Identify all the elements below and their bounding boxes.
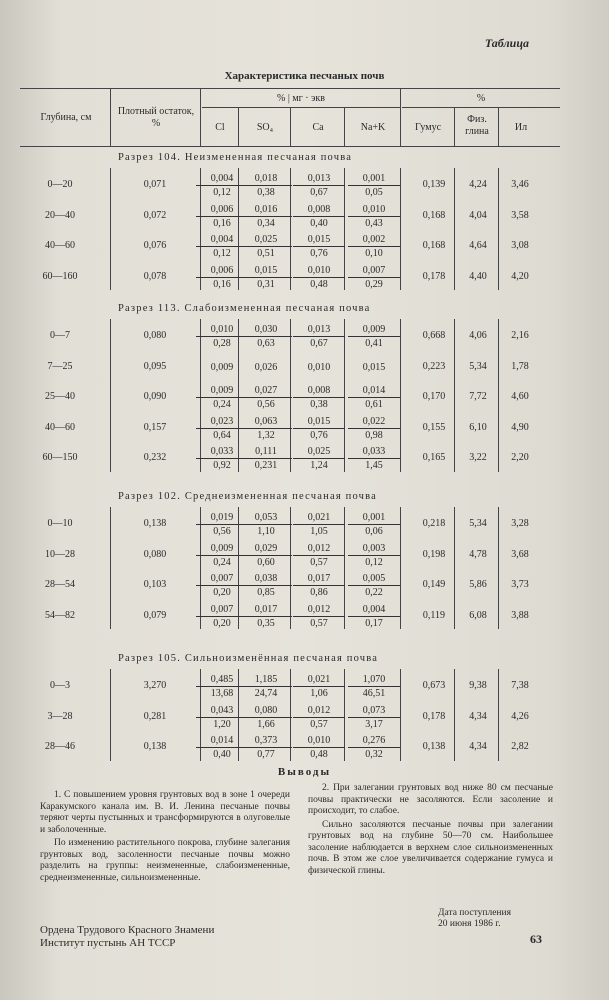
table-row [0,671,609,701]
section-title: Разрез 104. Неизмененная песчаная почва [118,152,353,163]
ca-meq: 0,57 [310,617,328,629]
ca-percent: 0,008 [293,203,345,217]
so4-cell [240,511,292,538]
header-residue: Плотный остаток, % [117,106,195,129]
so4-meq: 0,34 [257,217,275,229]
so4-percent: 0,025 [240,233,292,247]
nak-cell [348,572,400,599]
footer-line-2: Институт пустынь АН ТССР [40,937,176,949]
humus-cell: 0,198 [422,548,446,560]
table-row [0,201,609,231]
so4-cell [240,361,292,374]
nak-meq: 1,45 [365,460,383,471]
header-nak: Na+K [360,122,386,133]
table-row [0,601,609,631]
nak-meq: 0,29 [365,278,383,290]
so4-cell [240,572,292,599]
header-so4: SO₄ [256,122,274,133]
nak-percent: 0,003 [348,542,400,556]
cl-percent: 0,019 [196,511,248,525]
depth-cell: 10—28 [45,548,75,560]
il-cell: 4,90 [511,421,529,433]
ca-cell [293,384,345,411]
ca-percent: 0,012 [293,704,345,718]
depth-cell: 0—7 [50,330,70,341]
residue-cell: 0,090 [143,391,167,402]
nak-meq: 0,05 [365,187,383,198]
residue-cell: 0,072 [143,209,167,221]
table-row [0,540,609,570]
humus-cell: 0,138 [422,741,446,752]
cl-meq: 0,40 [213,749,231,760]
header-cl: Cl [215,122,225,133]
so4-percent: 0,029 [240,542,292,556]
il-cell: 2,16 [511,330,529,341]
ca-meq: 1,05 [310,526,328,537]
nak-meq: 0,10 [365,248,383,259]
residue-cell: 0,071 [143,179,167,190]
so4-cell [240,384,292,411]
table-row [0,382,609,412]
so4-percent: 0,080 [240,704,292,718]
cl-percent: 0,007 [196,603,248,617]
residue-cell: 0,078 [143,270,167,282]
phys-clay-cell: 4,34 [469,710,487,722]
cl-percent: 0,010 [196,323,248,337]
so4-percent: 0,038 [240,572,292,586]
section-title: Разрез 102. Среднеизмененная песчаная почва [118,491,378,502]
nak-meq: 0,17 [365,617,383,629]
il-cell: 4,60 [511,391,529,402]
nak-percent: 0,022 [348,415,400,429]
ca-cell [293,415,345,442]
cl-meq: 0,24 [213,556,231,568]
depth-cell: 0—20 [47,179,73,190]
so4-cell [240,203,292,230]
cl-percent: 0,485 [196,673,248,687]
nak-cell [348,704,400,731]
residue-cell: 0,076 [143,240,167,251]
so4-percent: 0,053 [240,511,292,525]
header-meq-group: % | мг · экв [277,93,325,104]
so4-meq: 0,85 [257,587,275,598]
so4-percent: 0,027 [240,384,292,398]
ca-cell [293,542,345,569]
residue-cell: 0,281 [143,710,167,722]
ca-percent: 0,025 [293,445,345,459]
cl-meq: 13,68 [210,688,234,699]
humus-cell: 0,178 [422,710,446,722]
depth-cell: 28—46 [45,741,75,752]
table-row [0,509,609,539]
so4-percent: 0,017 [240,603,292,617]
cl-meq: 0,12 [213,248,231,259]
cl-percent: 0,006 [196,203,248,217]
so4-percent: 0,015 [240,264,292,278]
nak-meq: 0,12 [365,556,383,568]
nak-meq: 0,41 [365,338,383,349]
cl-meq: 0,64 [213,429,231,441]
right-paragraph-1: 2. При залегании грунтовых вод ниже 80 см песчаные почвы практически не засоляются. Если засоление и происходит, то слабое. [308,783,553,816]
section-title: Разрез 113. Слабоизмененная песчаная почва [118,303,371,314]
ca-cell [293,511,345,538]
nak-percent: 0,001 [348,172,400,186]
table-label: Таблица [484,36,529,50]
ca-cell [293,172,345,199]
il-cell: 3,68 [511,548,529,560]
so4-cell [240,172,292,199]
cl-meq: 0,16 [213,278,231,290]
ca-percent: 0,021 [293,673,345,687]
il-cell: 7,38 [511,680,529,691]
cl-percent: 0,009 [196,384,248,398]
il-cell: 3,88 [511,609,529,621]
phys-clay-cell: 4,24 [469,179,487,190]
nak-meq: 0,61 [365,399,383,410]
ca-percent: 0,015 [293,233,345,247]
phys-clay-cell: 4,64 [469,240,487,251]
phys-clay-cell: 7,72 [469,391,487,402]
so4-percent: 0,030 [240,323,292,337]
cl-percent: 0,004 [196,172,248,186]
humus-cell: 0,668 [422,330,446,341]
nak-cell [348,603,400,630]
depth-cell: 20—40 [45,209,75,221]
humus-cell: 0,149 [422,579,446,590]
ca-meq: 0,48 [310,749,328,760]
residue-cell: 0,080 [143,330,167,341]
ca-meq: 0,48 [310,278,328,290]
cl-meq: 1,20 [213,718,231,730]
residue-cell: 0,103 [143,579,167,590]
so4-meq: 1,10 [257,526,275,537]
header-il: Ил [514,122,528,133]
right-column [308,783,553,879]
so4-cell [240,445,292,472]
phys-clay-cell: 3,22 [469,452,487,463]
cl-meq: 0,92 [213,460,231,471]
cl-meq: 0,16 [213,217,231,229]
humus-cell: 0,168 [422,240,446,251]
nak-percent: 0,002 [348,233,400,247]
humus-cell: 0,170 [422,391,446,402]
depth-cell: 3—28 [47,710,73,722]
header-ca: Ca [312,122,324,133]
nak-meq: 0,32 [365,749,383,760]
table-row [0,413,609,443]
il-cell: 3,46 [511,179,529,190]
humus-cell: 0,168 [422,209,446,221]
il-cell: 1,78 [511,360,529,372]
table-row [0,231,609,261]
nak-percent: 1,070 [348,673,400,687]
so4-meq: 0,38 [257,187,275,198]
nak-percent: 0,007 [348,264,400,278]
humus-cell: 0,218 [422,518,446,529]
so4-cell [240,603,292,630]
humus-cell: 0,223 [422,360,446,372]
so4-meq: 0,56 [257,399,275,410]
so4-percent: 0,373 [240,734,292,748]
il-cell: 3,08 [511,240,529,251]
footer-institution [40,924,214,950]
received-date [438,908,511,930]
ca-meq: 0,57 [310,718,328,730]
humus-cell: 0,155 [422,421,446,433]
left-paragraph-1: 1. С повышением уровня грунтовых вод в зоне 1 очереди Каракумского канала им. В. И. Ленина песчаные почвы теряют черты пустынных и трансформируются в олуговелые и заболоченные. [40,790,290,835]
ca-cell [293,233,345,260]
phys-clay-cell: 5,34 [469,518,487,529]
so4-percent: 1,185 [240,673,292,687]
nak-meq: 46,51 [362,688,386,699]
header-pct-group: % [476,93,486,104]
il-cell: 4,20 [511,270,529,282]
so4-cell [240,673,292,700]
cl-percent: 0,033 [196,445,248,459]
depth-cell: 0—3 [50,680,70,691]
nak-percent: 0,276 [348,734,400,748]
ca-meq: 0,38 [310,399,328,410]
il-cell: 3,58 [511,209,529,221]
humus-cell: 0,119 [422,609,446,621]
so4-meq: 1,66 [257,718,275,730]
so4-cell [240,704,292,731]
left-paragraph-2: По изменению растительного покрова, глубине залегания грунтовых вод, засоленности песчаные почвы можно разделить на группы: неизмененные, слабоизмененные, среднеизмененные, сильноизмененные. [40,838,290,883]
nak-percent: 0,010 [348,203,400,217]
cl-percent: 0,009 [210,361,234,373]
nak-cell [348,673,400,700]
nak-cell [348,511,400,538]
so4-cell [240,542,292,569]
so4-cell [240,233,292,260]
phys-clay-cell: 4,04 [469,209,487,221]
so4-percent: 0,063 [240,415,292,429]
cl-meq: 0,24 [213,399,231,410]
il-cell: 4,26 [511,710,529,722]
header-phys-clay: Физ. глина [465,114,489,137]
phys-clay-cell: 5,86 [469,579,487,590]
ca-cell [293,445,345,472]
humus-cell: 0,673 [422,680,446,691]
depth-cell: 28—54 [45,579,75,590]
so4-meq: 0,60 [257,556,275,568]
ca-meq: 0,57 [310,556,328,568]
ca-meq: 0,40 [310,217,328,229]
ca-percent: 0,008 [293,384,345,398]
so4-meq: 1,32 [257,429,275,441]
residue-cell: 0,232 [143,452,167,463]
so4-meq: 0,63 [257,338,275,349]
depth-cell: 60—150 [42,452,78,463]
ca-cell [293,734,345,761]
residue-cell: 0,079 [143,609,167,621]
nak-cell [348,415,400,442]
table-row [0,732,609,762]
so4-percent: 0,026 [254,361,278,373]
ca-meq: 0,67 [310,338,328,349]
nak-cell [348,323,400,350]
residue-cell: 0,138 [143,518,167,529]
cl-percent: 0,043 [196,704,248,718]
ca-meq: 0,67 [310,187,328,198]
ca-cell [293,361,345,374]
ca-meq: 0,86 [310,587,328,598]
so4-meq: 0,231 [254,460,278,471]
ca-percent: 0,017 [293,572,345,586]
ca-percent: 0,010 [293,264,345,278]
ca-meq: 0,76 [310,429,328,441]
so4-cell [240,323,292,350]
il-cell: 2,20 [511,452,529,463]
nak-percent: 0,033 [348,445,400,459]
so4-cell [240,734,292,761]
depth-cell: 25—40 [45,391,75,402]
nak-percent: 0,014 [348,384,400,398]
phys-clay-cell: 4,78 [469,548,487,560]
humus-cell: 0,178 [422,270,446,282]
so4-percent: 0,018 [240,172,292,186]
residue-cell: 0,080 [143,548,167,560]
so4-meq: 0,31 [257,278,275,290]
header-humus: Гумус [414,122,442,133]
cl-meq: 0,20 [213,587,231,598]
cl-percent: 0,006 [196,264,248,278]
so4-meq: 0,35 [257,617,275,629]
ca-meq: 0,76 [310,248,328,259]
residue-cell: 0,157 [143,421,167,433]
cl-percent: 0,023 [196,415,248,429]
so4-meq: 0,51 [257,248,275,259]
cl-meq: 0,28 [213,338,231,349]
nak-cell [348,172,400,199]
so4-cell [240,415,292,442]
phys-clay-cell: 6,08 [469,609,487,621]
nak-meq: 0,22 [365,587,383,598]
depth-cell: 0—10 [47,518,73,529]
humus-cell: 0,165 [422,452,446,463]
nak-cell [348,734,400,761]
table-row [0,702,609,732]
ca-cell [293,704,345,731]
cl-meq: 0,12 [213,187,231,198]
ca-percent: 0,012 [293,542,345,556]
ca-percent: 0,013 [293,172,345,186]
so4-meq: 24,74 [254,688,278,699]
conclusions-title: Выводы [277,766,332,778]
nak-percent: 0,015 [362,361,386,373]
nak-cell [348,445,400,472]
phys-clay-cell: 4,34 [469,741,487,752]
cl-meq: 0,20 [213,617,231,629]
footer-line-1: Ордена Трудового Красного Знамени [40,924,215,936]
date-value: 20 июня 1986 г. [438,919,501,929]
nak-percent: 0,073 [348,704,400,718]
nak-cell [348,203,400,230]
residue-cell: 0,095 [143,360,167,372]
nak-cell [348,264,400,291]
header-depth: Глубина, см [40,112,92,123]
table-row [0,170,609,200]
nak-cell [348,542,400,569]
depth-cell: 7—25 [47,360,73,372]
ca-meq: 1,06 [310,688,328,699]
so4-cell [240,264,292,291]
residue-cell: 3,270 [143,680,167,691]
nak-cell [348,233,400,260]
cl-percent: 0,004 [196,233,248,247]
ca-percent: 0,013 [293,323,345,337]
ca-cell [293,673,345,700]
nak-percent: 0,009 [348,323,400,337]
ca-cell [293,264,345,291]
cl-percent: 0,014 [196,734,248,748]
phys-clay-cell: 6,10 [469,421,487,433]
il-cell: 3,73 [511,579,529,590]
table-row [0,443,609,473]
phys-clay-cell: 5,34 [469,360,487,372]
ca-cell [293,603,345,630]
ca-percent: 0,021 [293,511,345,525]
depth-cell: 54—82 [45,609,75,621]
nak-cell [348,361,400,374]
ca-percent: 0,015 [293,415,345,429]
nak-percent: 0,004 [348,603,400,617]
il-cell: 3,28 [511,518,529,529]
ca-meq: 1,24 [310,460,328,471]
nak-meq: 0,98 [365,429,383,441]
ca-cell [293,572,345,599]
right-paragraph-2: Сильно засоляются песчаные почвы при залегании грунтовых вод на глубине 50—70 см. Наибольшее засоление наблюдается в верхнем слое сильноизмененных почв. В этом же слое увеличивается содержание гумуса и физической глины. [308,819,553,876]
nak-percent: 0,005 [348,572,400,586]
table-row [0,352,609,382]
table-row [0,321,609,351]
nak-meq: 3,17 [365,718,383,730]
cl-percent: 0,007 [196,572,248,586]
left-column [40,790,290,886]
so4-percent: 0,016 [240,203,292,217]
ca-percent: 0,010 [307,361,331,373]
depth-cell: 40—60 [45,240,75,251]
table-title: Характеристика песчаных почв [224,70,385,82]
phys-clay-cell: 4,06 [469,330,487,341]
ca-cell [293,203,345,230]
nak-cell [348,384,400,411]
il-cell: 2,82 [511,741,529,752]
nak-meq: 0,43 [365,217,383,229]
cl-percent: 0,009 [196,542,248,556]
section-title: Разрез 105. Сильноизменённая песчаная почва [118,653,379,664]
cl-meq: 0,56 [213,526,231,537]
depth-cell: 60—160 [42,270,78,282]
page-number: 63 [530,932,542,946]
ca-percent: 0,012 [293,603,345,617]
nak-percent: 0,001 [348,511,400,525]
phys-clay-cell: 4,40 [469,270,487,282]
phys-clay-cell: 9,38 [469,680,487,691]
residue-cell: 0,138 [143,741,167,752]
so4-percent: 0,111 [240,445,292,459]
humus-cell: 0,139 [422,179,446,190]
ca-percent: 0,010 [293,734,345,748]
ca-cell [293,323,345,350]
table-row [0,262,609,292]
date-label: Дата поступления [438,908,511,918]
depth-cell: 40—60 [45,421,75,433]
nak-meq: 0,06 [365,526,383,537]
table-row [0,570,609,600]
so4-meq: 0,77 [257,749,275,760]
